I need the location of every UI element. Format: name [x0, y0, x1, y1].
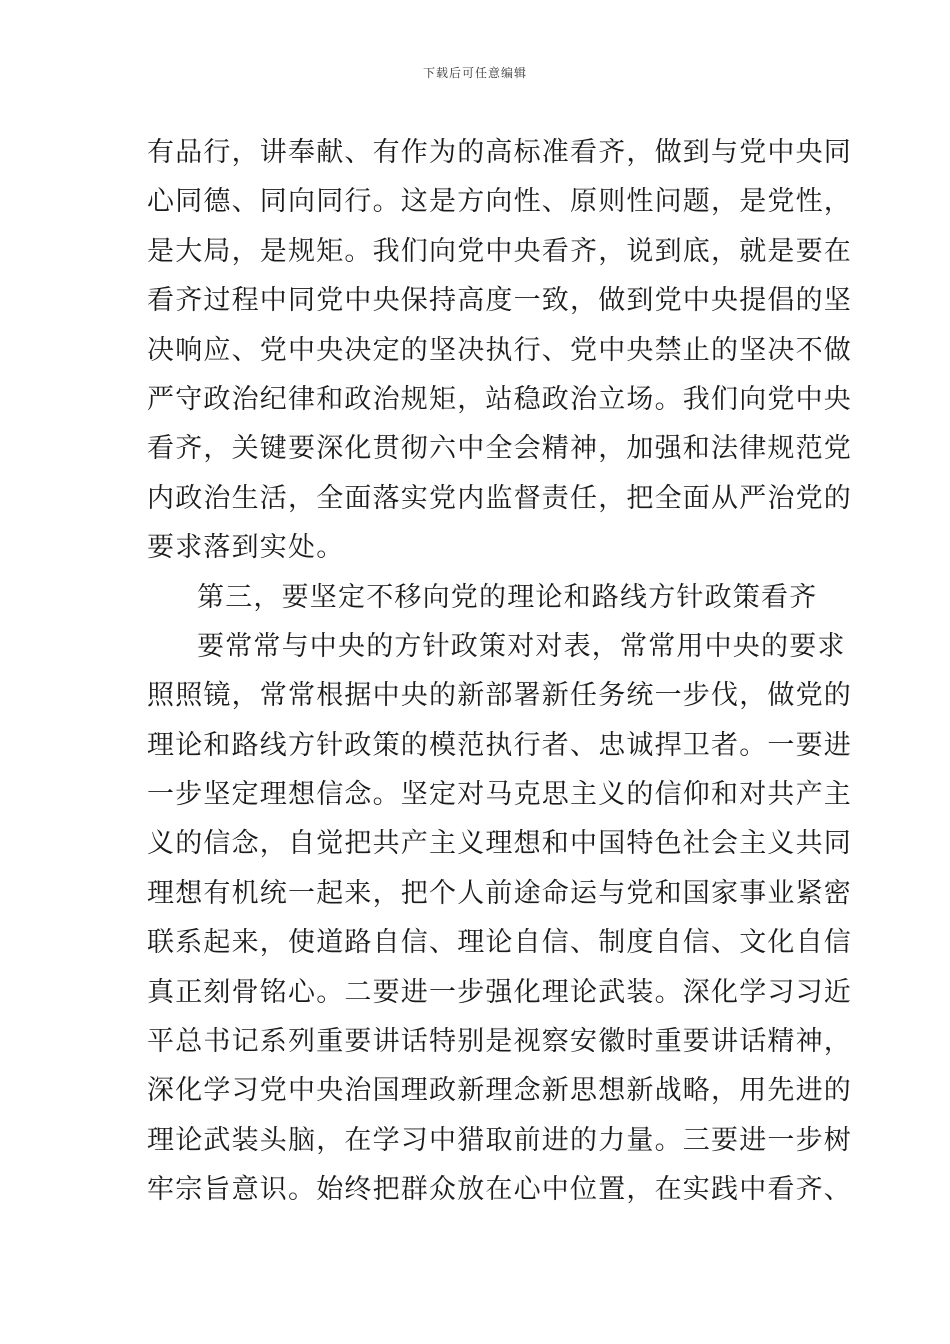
text-line: 一步坚定理想信念。坚定对马克思主义的信仰和对共产主 [147, 779, 852, 811]
section-heading-third [147, 573, 818, 622]
text-line: 义的信念，自觉把共产主义理想和中国特色社会主义共同 [147, 828, 852, 860]
paragraph-theory-policy-alignment [147, 622, 852, 1215]
text-line: 要常常与中央的方针政策对对表，常常用中央的要求 [197, 630, 846, 662]
document-body [147, 128, 852, 1215]
text-line: 照照镜，常常根据中央的新部署新任务统一步伐，做党的 [147, 680, 852, 712]
text-line: 理想有机统一起来，把个人前途命运与党和国家事业紧密 [147, 877, 852, 909]
text-line: 看齐，关键要深化贯彻六中全会精神，加强和法律规范党 [147, 433, 852, 465]
paragraph-party-central-alignment [147, 128, 852, 573]
download-note: 下载后可任意编辑 [422, 66, 527, 80]
text-line: 要求落到实处。 [147, 532, 345, 564]
text-line: 理论武装头脑，在学习中猎取前进的力量。三要进一步树 [147, 1124, 852, 1156]
text-line: 严守政治纪律和政治规矩，站稳政治立场。我们向党中央 [147, 383, 852, 415]
text-line: 看齐过程中同党中央保持高度一致，做到党中央提倡的坚 [147, 285, 852, 317]
text-line: 有品行，讲奉献、有作为的高标准看齐，做到与党中央同 [147, 137, 852, 168]
text-line: 联系起来，使道路自信、理论自信、制度自信、文化自信 [147, 927, 852, 959]
section-heading: 第三，要坚定不移向党的理论和路线方针政策看齐 [197, 581, 818, 613]
text-line: 牢宗旨意识。始终把群众放在心中位置，在实践中看齐、 [147, 1174, 852, 1206]
text-line: 是大局，是规矩。我们向党中央看齐，说到底，就是要在 [147, 235, 852, 267]
text-line: 决响应、党中央决定的坚决执行、党中央禁止的坚决不做 [147, 334, 852, 366]
text-line: 深化学习党中央治国理政新理念新思想新战略，用先进的 [147, 1075, 852, 1107]
text-line: 平总书记系列重要讲话特别是视察安徽时重要讲话精神， [147, 1026, 852, 1058]
text-line: 理论和路线方针政策的模范执行者、忠诚捍卫者。一要进 [147, 729, 852, 761]
text-line: 内政治生活，全面落实党内监督责任，把全面从严治党的 [147, 482, 852, 514]
text-line: 真正刻骨铭心。二要进一步强化理论武装。深化学习习近 [147, 976, 852, 1008]
text-line: 心同德、同向同行。这是方向性、原则性问题，是党性， [147, 186, 852, 218]
